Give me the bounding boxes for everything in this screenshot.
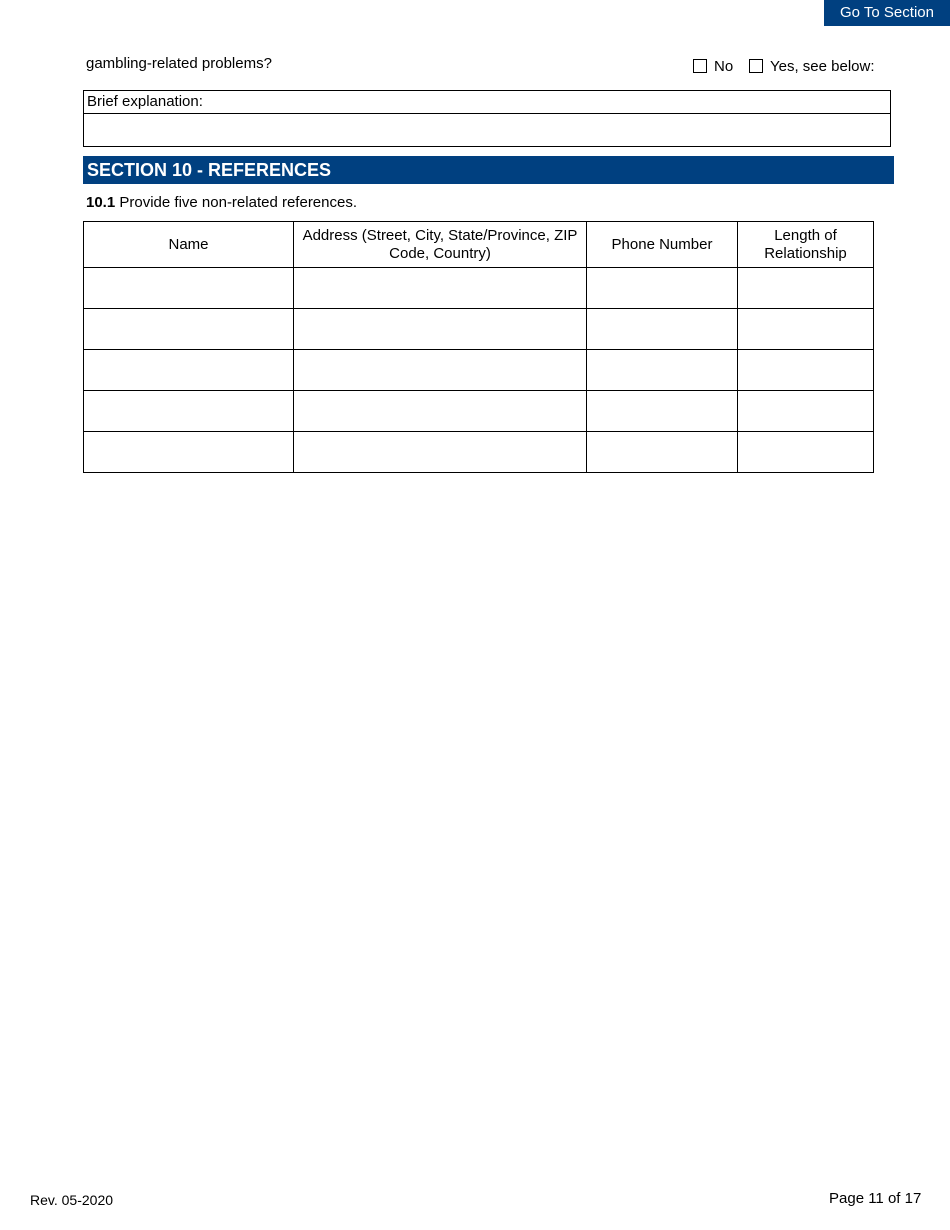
yes-label: Yes, see below: — [770, 57, 875, 75]
go-to-section-button[interactable]: Go To Section — [824, 0, 950, 26]
explanation-field[interactable] — [84, 114, 890, 146]
address-cell[interactable] — [294, 391, 587, 432]
header-name: Name — [84, 222, 294, 268]
table-row — [84, 432, 874, 473]
header-phone: Phone Number — [587, 222, 738, 268]
revision-label: Rev. 05-2020 — [30, 1192, 114, 1208]
name-cell[interactable] — [84, 391, 294, 432]
length-cell[interactable] — [738, 391, 874, 432]
phone-cell[interactable] — [587, 350, 738, 391]
references-table — [83, 221, 874, 473]
question-number: 10.1 — [86, 194, 116, 211]
no-label: No — [714, 57, 734, 75]
address-cell[interactable] — [294, 432, 587, 473]
phone-cell[interactable] — [587, 432, 738, 473]
question-text: gambling-related problems? — [86, 55, 272, 72]
explanation-label: Brief explanation: — [87, 93, 203, 110]
name-cell[interactable] — [84, 268, 294, 309]
table-header-row — [84, 222, 874, 268]
option-no[interactable] — [693, 57, 733, 75]
yes-checkbox[interactable] — [749, 59, 763, 73]
length-cell[interactable] — [738, 432, 874, 473]
header-address: Address (Street, City, State/Province, ZIP Code, Country) — [294, 222, 587, 268]
table-row — [84, 391, 874, 432]
phone-cell[interactable] — [587, 268, 738, 309]
address-cell[interactable] — [294, 350, 587, 391]
phone-cell[interactable] — [587, 309, 738, 350]
instruction-text: Provide five non-related references. — [119, 194, 358, 211]
table-row — [84, 309, 874, 350]
address-cell[interactable] — [294, 268, 587, 309]
name-cell[interactable] — [84, 350, 294, 391]
name-cell[interactable] — [84, 432, 294, 473]
option-yes[interactable] — [749, 57, 875, 75]
name-cell[interactable] — [84, 309, 294, 350]
address-cell[interactable] — [294, 309, 587, 350]
table-row — [84, 268, 874, 309]
no-checkbox[interactable] — [693, 59, 707, 73]
section-title: SECTION 10 - REFERENCES — [83, 156, 894, 184]
length-cell[interactable] — [738, 309, 874, 350]
page-number: Page 11 of 17 — [829, 1190, 922, 1207]
table-row — [84, 350, 874, 391]
phone-cell[interactable] — [587, 391, 738, 432]
header-length: Length of Relationship — [738, 222, 874, 268]
instruction — [86, 194, 357, 212]
length-cell[interactable] — [738, 350, 874, 391]
explanation-box — [83, 90, 891, 147]
length-cell[interactable] — [738, 268, 874, 309]
